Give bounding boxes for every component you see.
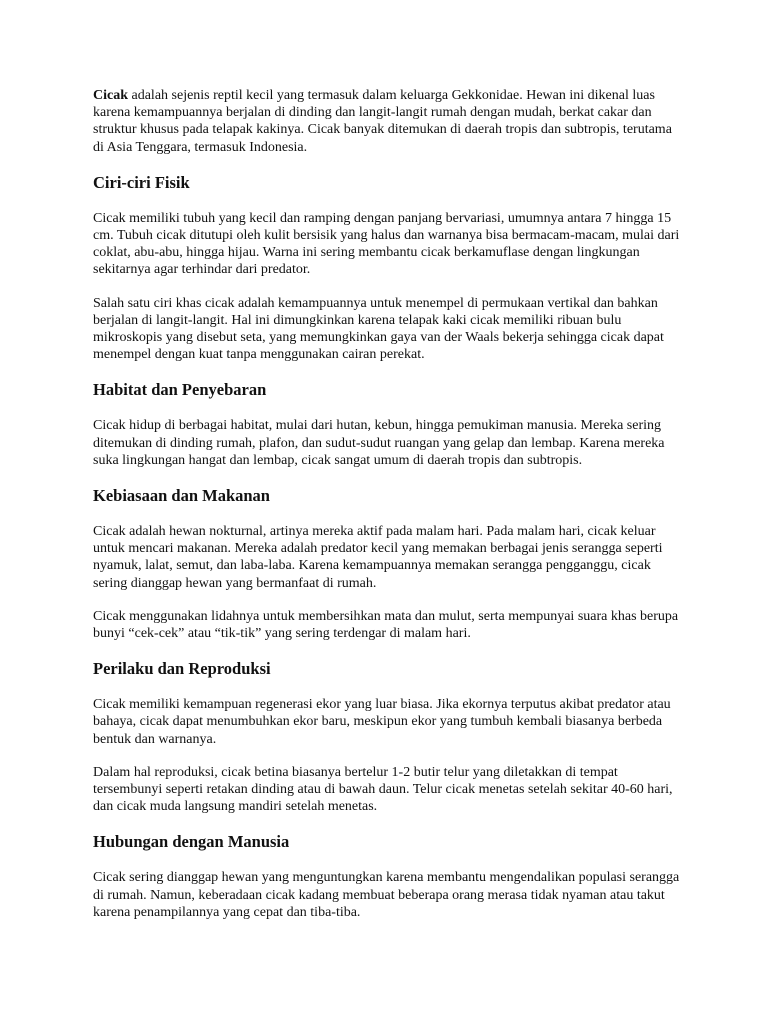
paragraph-kebiasaan-1: Cicak adalah hewan nokturnal, artinya mereka aktif pada malam hari. Pada malam hari, cicak keluar untuk mencari makanan. Mereka adalah predator kecil yang memakan berbagai jenis serangga seperti nyamuk, lalat, semut, dan laba-laba. Karena kemampuannya memakan serangga pengganggu, cicak sering dianggap hewan yang bermanfaat di rumah.: [93, 524, 663, 591]
paragraph-hubungan-1: Cicak sering dianggap hewan yang menguntungkan karena membantu mengendalikan populasi serangga di rumah. Namun, keberadaan cicak kadang membuat beberapa orang merasa tidak nyaman atau takut karena penampilannya yang cepat dan tiba-tiba.: [93, 870, 680, 920]
article-body: [93, 87, 681, 921]
paragraph-perilaku-1: Cicak memiliki kemampuan regenerasi ekor yang luar biasa. Jika ekornya terputus akibat predator atau bahaya, cicak dapat menumbuhkan ekor baru, meskipun ekor yang tumbuh kembali biasanya berbeda bentuk dan warnanya.: [93, 697, 671, 747]
paragraph-perilaku-2: Dalam hal reproduksi, cicak betina biasanya bertelur 1-2 butir telur yang diletakkan di tempat tersembunyi seperti retakan dinding atau di bawah daun. Telur cicak menetas setelah sekitar 40-60 hari, dan cicak muda langsung mandiri setelah menetas.: [93, 764, 673, 815]
intro-paragraph: [93, 87, 681, 156]
paragraph-habitat-1: Cicak hidup di berbagai habitat, mulai dari hutan, kebun, hingga pemukiman manusia. Mereka sering ditemukan di dinding rumah, plafon, dan sudut-sudut ruangan yang gelap dan lembap. Karena mereka suka lingkungan hangat dan lembap, cicak sangat umum di daerah tropis dan subtropis.: [93, 418, 665, 468]
paragraph-fisik-2: Salah satu ciri khas cicak adalah kemampuannya untuk menempel di permukaan vertikal dan bahkan berjalan di langit-langit. Hal ini dimungkinkan karena telapak kaki cicak memiliki ribuan bulu mikroskopis yang disebut seta, yang memungkinkan gaya van der Waals bekerja sehingga cicak dapat menempel dengan kuat tanpa menggunakan cairan perekat.: [93, 295, 664, 363]
heading-habitat: Habitat dan Penyebaran: [93, 380, 267, 400]
intro-term: Cicak: [93, 88, 128, 103]
heading-ciri-ciri-fisik: Ciri-ciri Fisik: [93, 172, 190, 192]
heading-hubungan: Hubungan dengan Manusia: [93, 832, 290, 852]
paragraph-fisik-1: Cicak memiliki tubuh yang kecil dan ramping dengan panjang bervariasi, umumnya antara 7 hingga 15 cm. Tubuh cicak ditutupi oleh kulit bersisik yang halus dan warnanya bisa bermacam-macam, mulai dari coklat, abu-abu, hingga hijau. Warna ini sering membantu cicak berkamuflase dengan lingkungan sekitarnya agar terhindar dari predator.: [93, 210, 680, 278]
heading-kebiasaan: Kebiasaan dan Makanan: [93, 486, 270, 506]
heading-perilaku: Perilaku dan Reproduksi: [93, 659, 271, 679]
paragraph-kebiasaan-2: Cicak menggunakan lidahnya untuk membersihkan mata dan mulut, serta mempunyai suara khas berupa bunyi “cek-cek” atau “tik-tik” yang sering terdengar di malam hari.: [93, 608, 679, 642]
intro-text: adalah sejenis reptil kecil yang termasuk dalam keluarga Gekkonidae. Hewan ini dikenal luas karena kemampuannya berjalan di dinding dan langit-langit rumah dengan mudah, berkat cakar dan struktur khusus pada telapak kakinya. Cicak banyak ditemukan di daerah tropis dan subtropis, terutama di Asia Tenggara, termasuk Indonesia.: [93, 88, 672, 155]
